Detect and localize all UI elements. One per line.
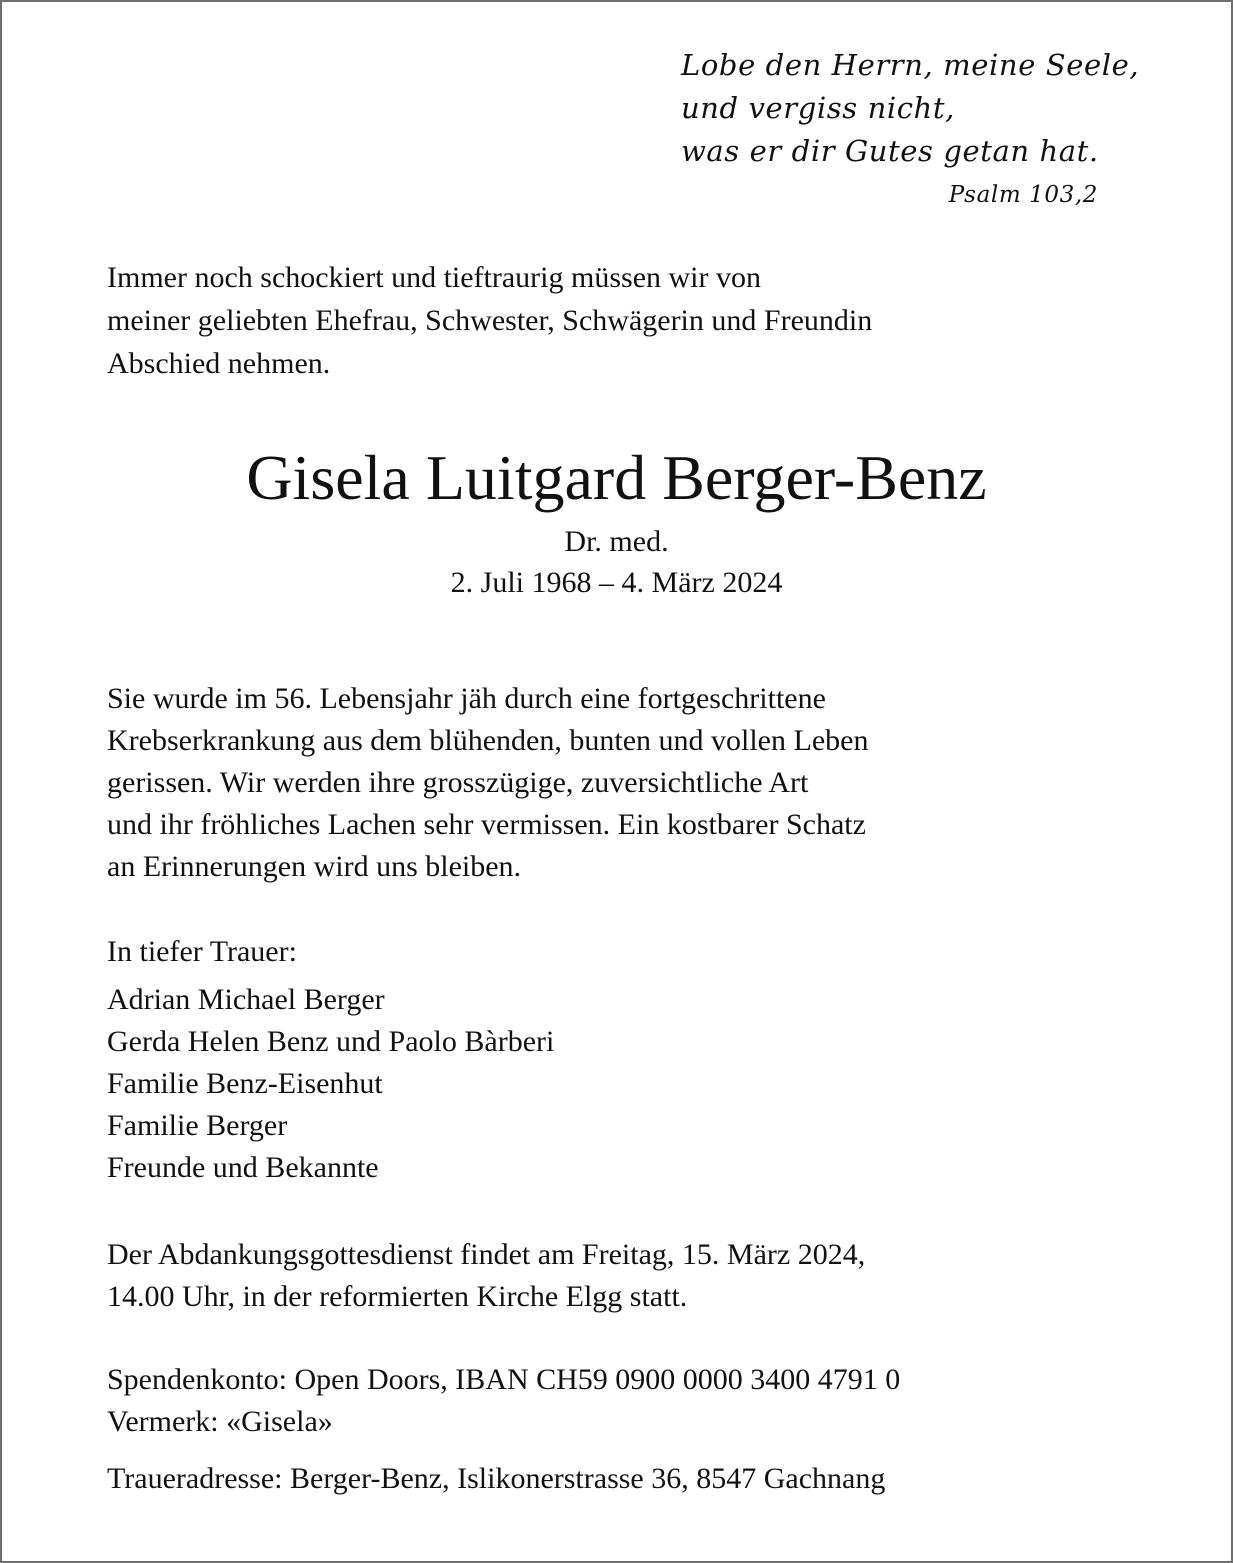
mourners-list xyxy=(107,979,1147,1189)
quote-line: was er dir Gutes getan hat. xyxy=(681,134,1099,168)
tribute-line: gerissen. Wir werden ihre grosszügige, zuversichtliche Art xyxy=(107,766,809,799)
mourner-name: Familie Berger xyxy=(107,1109,288,1142)
intro-paragraph xyxy=(107,256,1147,385)
service-line: Der Abdankungsgottesdienst findet am Freitag, 15. März 2024, xyxy=(107,1238,866,1271)
tribute-line: Sie wurde im 56. Lebensjahr jäh durch eine fortgeschrittene xyxy=(107,682,826,715)
intro-line: meiner geliebten Ehefrau, Schwester, Schwägerin und Freundin xyxy=(107,304,873,337)
donation-info xyxy=(107,1359,1147,1443)
intro-line: Abschied nehmen. xyxy=(107,347,331,380)
mourner-name: Gerda Helen Benz und Paolo Bàrberi xyxy=(107,1025,555,1058)
donation-line: Spendenkonto: Open Doors, IBAN CH59 0900 0000 3400 4791 0 xyxy=(107,1363,901,1396)
academic-title: Dr. med. xyxy=(564,525,669,558)
address-line: Traueradresse: Berger-Benz, Islikonerstrasse 36, 8547 Gachnang xyxy=(107,1462,886,1495)
mourning-address xyxy=(107,1458,1147,1500)
deceased-name: Gisela Luitgard Berger-Benz xyxy=(246,442,987,513)
life-dates: 2. Juli 1968 – 4. März 2024 xyxy=(450,566,783,599)
mourner-name: Familie Benz-Eisenhut xyxy=(107,1067,383,1100)
tribute-line: Krebserkrankung aus dem blühenden, bunten und vollen Leben xyxy=(107,724,869,757)
quote-source: Psalm 103,2 xyxy=(948,182,1098,208)
donation-line: Vermerk: «Gisela» xyxy=(107,1405,333,1438)
tribute-line: und ihr fröhliches Lachen sehr vermissen. Ein kostbarer Schatz xyxy=(107,808,866,841)
tribute-paragraph xyxy=(107,678,1147,888)
service-line: 14.00 Uhr, in der reformierten Kirche Elgg statt. xyxy=(107,1280,688,1313)
tribute-line: an Erinnerungen wird uns bleiben. xyxy=(107,850,522,883)
service-info xyxy=(107,1234,1147,1318)
mourner-name: Adrian Michael Berger xyxy=(107,983,385,1016)
mourning-label xyxy=(107,931,1147,973)
bible-quote xyxy=(681,44,1151,173)
quote-line: Lobe den Herrn, meine Seele, xyxy=(681,48,1140,82)
mourning-label-text: In tiefer Trauer: xyxy=(107,935,297,968)
intro-line: Immer noch schockiert und tieftraurig müssen wir von xyxy=(107,261,761,294)
quote-line: und vergiss nicht, xyxy=(681,91,955,125)
mourner-name: Freunde und Bekannte xyxy=(107,1151,379,1184)
